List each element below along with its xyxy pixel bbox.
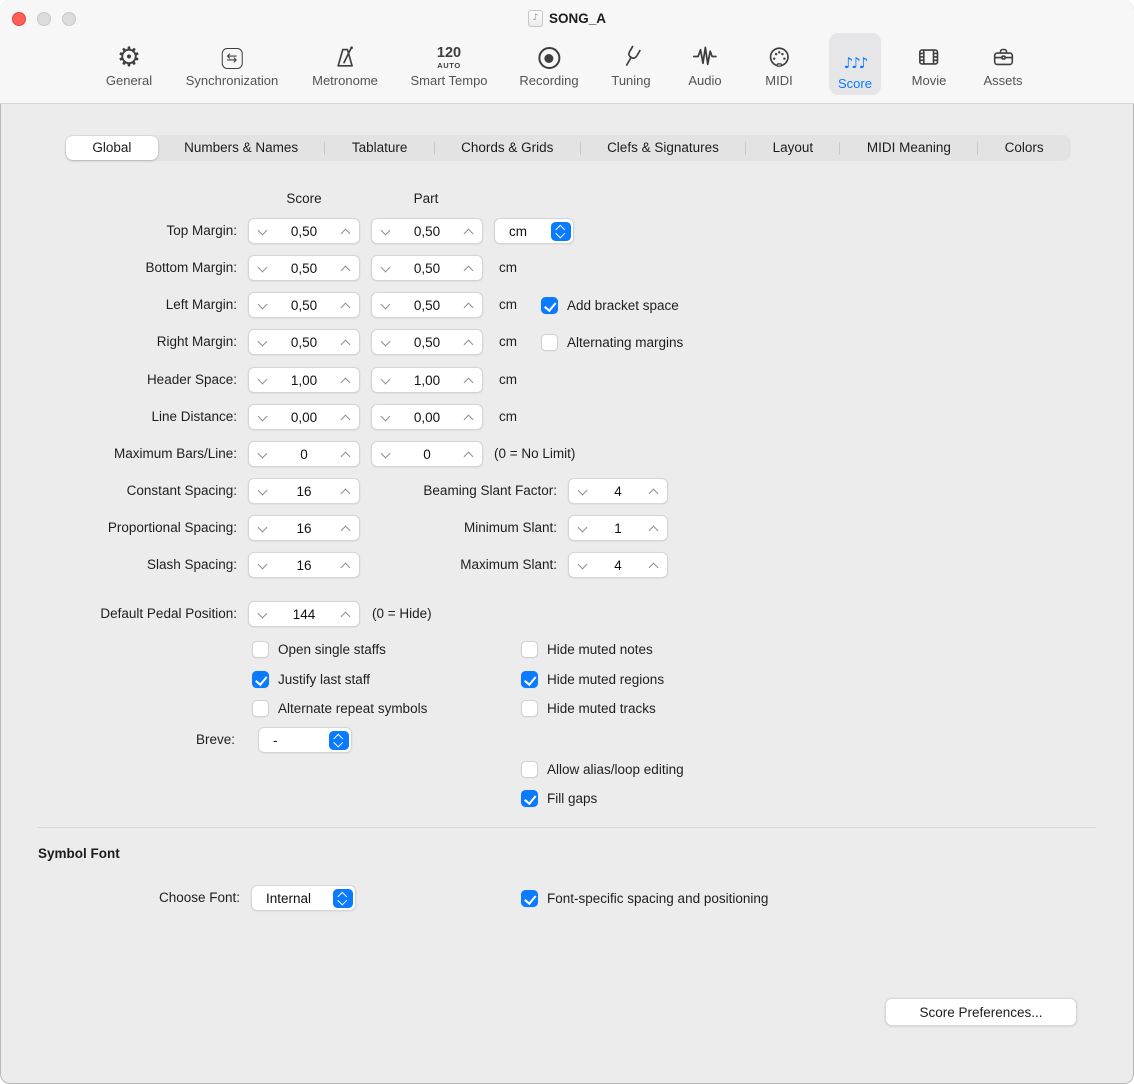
- line-distance-score-stepper[interactable]: 0,00: [248, 404, 360, 430]
- stepper-decrement-icon[interactable]: [257, 523, 268, 534]
- choose-font-popup[interactable]: Internal: [251, 885, 356, 911]
- gear-icon: ⚙: [116, 42, 142, 73]
- right-margin-score-stepper[interactable]: 0,50: [248, 329, 360, 355]
- toolbar-item-label: Audio: [688, 73, 722, 88]
- stepper-increment-icon[interactable]: [340, 263, 351, 274]
- checkbox-icon[interactable]: [541, 334, 558, 351]
- unit-label: cm: [499, 334, 517, 349]
- proportional-spacing-stepper[interactable]: 16: [248, 515, 360, 541]
- stepper-decrement-icon[interactable]: [380, 300, 391, 311]
- row-label: Header Space:: [146, 372, 237, 387]
- toolbar-item-metronome[interactable]: [303, 33, 387, 92]
- line-distance-part-stepper[interactable]: 0,00: [371, 404, 483, 430]
- stepper-decrement-icon[interactable]: [257, 412, 268, 423]
- toolbar-item-movie[interactable]: [903, 33, 956, 92]
- row-label: Top Margin:: [166, 223, 237, 238]
- add-bracket-space-checkbox[interactable]: Add bracket space: [541, 296, 679, 314]
- header-space-score-stepper[interactable]: 1,00: [248, 367, 360, 393]
- music-notes-icon: ♪♪♪: [843, 54, 867, 72]
- toolbar-item-label: MIDI: [765, 73, 793, 88]
- record-circle-icon: [538, 38, 560, 71]
- checkbox-icon[interactable]: [521, 641, 538, 658]
- metronome-icon: [332, 38, 358, 71]
- stepper-increment-icon[interactable]: [463, 412, 474, 423]
- toolbar-item-label: Score: [838, 76, 872, 91]
- stepper-increment-icon[interactable]: [463, 263, 474, 274]
- checkbox-icon[interactable]: [521, 790, 538, 807]
- stepper-increment-icon[interactable]: [463, 300, 474, 311]
- stepper-increment-icon[interactable]: [648, 560, 659, 571]
- stepper-increment-icon[interactable]: [463, 449, 474, 460]
- tuning-fork-icon: [618, 38, 644, 71]
- toolbar-item-assets[interactable]: [974, 33, 1031, 92]
- toolbar-item-label: General: [105, 73, 153, 88]
- popup-chevrons-icon: [333, 889, 353, 908]
- toolbar-item-midi[interactable]: [756, 33, 801, 92]
- smart-tempo-icon: 120 AUTO: [436, 44, 462, 70]
- checkbox-icon[interactable]: [252, 671, 269, 688]
- row-label: Maximum Bars/Line:: [113, 446, 237, 461]
- stepper-increment-icon[interactable]: [340, 337, 351, 348]
- briefcase-icon: [990, 38, 1016, 71]
- toolbar-item-synchronization[interactable]: [177, 33, 288, 92]
- checkbox-icon[interactable]: [541, 297, 558, 314]
- font-specific-spacing-checkbox[interactable]: Font-specific spacing and positioning: [521, 889, 768, 907]
- justify-last-staff-checkbox[interactable]: Justify last staff: [252, 670, 370, 688]
- stepper-decrement-icon[interactable]: [257, 337, 268, 348]
- stepper-decrement-icon[interactable]: [257, 300, 268, 311]
- alternating-margins-checkbox[interactable]: Alternating margins: [541, 333, 683, 351]
- tab-colors[interactable]: Colors: [1004, 140, 1044, 155]
- checkbox-icon[interactable]: [521, 761, 538, 778]
- part-column-header: Part: [413, 191, 439, 206]
- checkbox-icon[interactable]: [521, 890, 538, 907]
- unit-label: cm: [499, 409, 517, 424]
- fill-gaps-checkbox[interactable]: Fill gaps: [521, 789, 597, 807]
- row-label: Bottom Margin:: [145, 260, 237, 275]
- popup-chevrons-icon: [551, 222, 571, 241]
- right-margin-part-stepper[interactable]: 0,50: [371, 329, 483, 355]
- unit-label: (0 = No Limit): [494, 446, 576, 461]
- row-label: Right Margin:: [156, 334, 237, 349]
- maximum-slant-stepper[interactable]: 4: [568, 552, 668, 578]
- tab-chords-grids[interactable]: Chords & Grids: [461, 140, 554, 155]
- score-preferences-pane: [0, 104, 1134, 1084]
- stepper-increment-icon[interactable]: [463, 226, 474, 237]
- toolbar-item-label: Tuning: [611, 73, 651, 88]
- stepper-increment-icon[interactable]: [463, 375, 474, 386]
- row-label: Maximum Slant:: [460, 557, 557, 572]
- row-label: Default Pedal Position:: [100, 606, 237, 621]
- tab-numbers-names[interactable]: Numbers & Names: [184, 140, 299, 155]
- row-label: Proportional Spacing:: [107, 520, 237, 535]
- checkbox-icon[interactable]: [252, 700, 269, 717]
- toolbar-item-general[interactable]: [97, 33, 161, 92]
- stepper-decrement-icon[interactable]: [257, 609, 268, 620]
- tab-bar: [65, 135, 1071, 161]
- stepper-decrement-icon[interactable]: [380, 337, 391, 348]
- hide-muted-notes-checkbox[interactable]: Hide muted notes: [521, 640, 653, 658]
- left-margin-score-stepper[interactable]: 0,50: [248, 292, 360, 318]
- toolbar-item-label: Assets: [983, 73, 1023, 88]
- stepper-increment-icon[interactable]: [340, 449, 351, 460]
- stepper-decrement-icon[interactable]: [257, 375, 268, 386]
- bottom-margin-score-stepper[interactable]: 0,50: [248, 255, 360, 281]
- stepper-increment-icon[interactable]: [340, 412, 351, 423]
- slash-spacing-stepper[interactable]: 16: [248, 552, 360, 578]
- stepper-decrement-icon[interactable]: [257, 560, 268, 571]
- stepper-decrement-icon[interactable]: [257, 263, 268, 274]
- stepper-decrement-icon[interactable]: [257, 486, 268, 497]
- checkbox-icon[interactable]: [521, 700, 538, 717]
- unit-label: cm: [499, 260, 517, 275]
- score-preferences-button[interactable]: Score Preferences...: [885, 998, 1077, 1026]
- tab-layout[interactable]: Layout: [772, 140, 814, 155]
- checkbox-icon[interactable]: [521, 671, 538, 688]
- tab-clefs-signatures[interactable]: Clefs & Signatures: [607, 140, 719, 155]
- film-frame-icon: [916, 38, 942, 71]
- stepper-increment-icon[interactable]: [340, 226, 351, 237]
- hide-muted-regions-checkbox[interactable]: Hide muted regions: [521, 670, 664, 688]
- constant-spacing-stepper[interactable]: 16: [248, 478, 360, 504]
- toolbar-item-score[interactable]: [829, 33, 881, 95]
- toolbar-item-label: Smart Tempo: [410, 73, 488, 88]
- max-bars-score-stepper[interactable]: 0: [248, 441, 360, 467]
- row-label: Constant Spacing:: [126, 483, 237, 498]
- unit-label: cm: [499, 372, 517, 387]
- row-label: Slash Spacing:: [146, 557, 237, 572]
- row-label: Minimum Slant:: [463, 520, 557, 535]
- max-bars-part-stepper[interactable]: 0: [371, 441, 483, 467]
- stepper-increment-icon[interactable]: [648, 523, 659, 534]
- stepper-increment-icon[interactable]: [340, 300, 351, 311]
- allow-alias-loop-editing-checkbox[interactable]: Allow alias/loop editing: [521, 760, 684, 778]
- tab-tablature[interactable]: Tablature: [351, 140, 408, 155]
- tab-global[interactable]: Global: [66, 136, 158, 160]
- row-label: Line Distance:: [151, 409, 237, 424]
- unit-popup[interactable]: cm: [494, 218, 574, 244]
- stepper-increment-icon[interactable]: [340, 375, 351, 386]
- top-margin-score-stepper[interactable]: 0,50: [248, 218, 360, 244]
- symbol-font-heading: Symbol Font: [38, 846, 120, 861]
- sync-arrows-icon: ⇆: [222, 38, 243, 71]
- toolbar-item-label: Metronome: [312, 73, 378, 88]
- toolbar-item-label: Synchronization: [185, 73, 279, 88]
- default-pedal-position-stepper[interactable]: 144: [248, 601, 360, 627]
- row-label: Left Margin:: [165, 297, 237, 312]
- toolbar-item-tuning[interactable]: [602, 33, 659, 92]
- stepper-decrement-icon[interactable]: [577, 486, 588, 497]
- stepper-decrement-icon[interactable]: [577, 560, 588, 571]
- stepper-decrement-icon[interactable]: [380, 226, 391, 237]
- stepper-increment-icon[interactable]: [340, 609, 351, 620]
- popup-chevrons-icon: [329, 731, 349, 750]
- stepper-decrement-icon[interactable]: [380, 449, 391, 460]
- left-margin-part-stepper[interactable]: 0,50: [371, 292, 483, 318]
- toolbar: [0, 0, 1134, 104]
- breve-label: Breve:: [195, 732, 235, 747]
- stepper-decrement-icon[interactable]: [380, 412, 391, 423]
- stepper-decrement-icon[interactable]: [380, 263, 391, 274]
- stepper-increment-icon[interactable]: [648, 486, 659, 497]
- stepper-decrement-icon[interactable]: [577, 523, 588, 534]
- choose-font-label: Choose Font:: [158, 890, 240, 905]
- toolbar-item-audio[interactable]: [679, 33, 730, 92]
- header-space-part-stepper[interactable]: 1,00: [371, 367, 483, 393]
- row-label: Beaming Slant Factor:: [423, 483, 557, 498]
- beaming-slant-factor-stepper[interactable]: 4: [568, 478, 668, 504]
- checkbox-icon[interactable]: [252, 641, 269, 658]
- midi-connector-icon: [766, 38, 792, 71]
- top-margin-part-stepper[interactable]: 0,50: [371, 218, 483, 244]
- alternate-repeat-symbols-checkbox[interactable]: Alternate repeat symbols: [252, 699, 427, 717]
- toolbar-item-label: Movie: [911, 73, 947, 88]
- unit-label: cm: [499, 297, 517, 312]
- hide-muted-tracks-checkbox[interactable]: Hide muted tracks: [521, 699, 656, 717]
- stepper-increment-icon[interactable]: [463, 337, 474, 348]
- titlebar: [0, 9, 1134, 27]
- open-single-staffs-checkbox[interactable]: Open single staffs: [252, 640, 386, 658]
- bottom-margin-part-stepper[interactable]: 0,50: [371, 255, 483, 281]
- pedal-note-label: (0 = Hide): [372, 606, 432, 621]
- score-column-header: Score: [286, 191, 322, 206]
- stepper-decrement-icon[interactable]: [380, 375, 391, 386]
- stepper-decrement-icon[interactable]: [257, 226, 268, 237]
- window-title: SONG_A: [548, 10, 606, 26]
- breve-popup[interactable]: -: [258, 727, 352, 753]
- section-divider: [38, 827, 1096, 828]
- document-proxy-icon: ♪: [528, 10, 543, 27]
- toolbar-item-smart-tempo[interactable]: [401, 33, 496, 92]
- waveform-icon: [692, 38, 719, 71]
- minimum-slant-stepper[interactable]: 1: [568, 515, 668, 541]
- tab-midi-meaning[interactable]: MIDI Meaning: [866, 140, 951, 155]
- stepper-decrement-icon[interactable]: [257, 449, 268, 460]
- toolbar-item-label: Recording: [519, 73, 579, 88]
- toolbar-item-recording[interactable]: [510, 33, 587, 92]
